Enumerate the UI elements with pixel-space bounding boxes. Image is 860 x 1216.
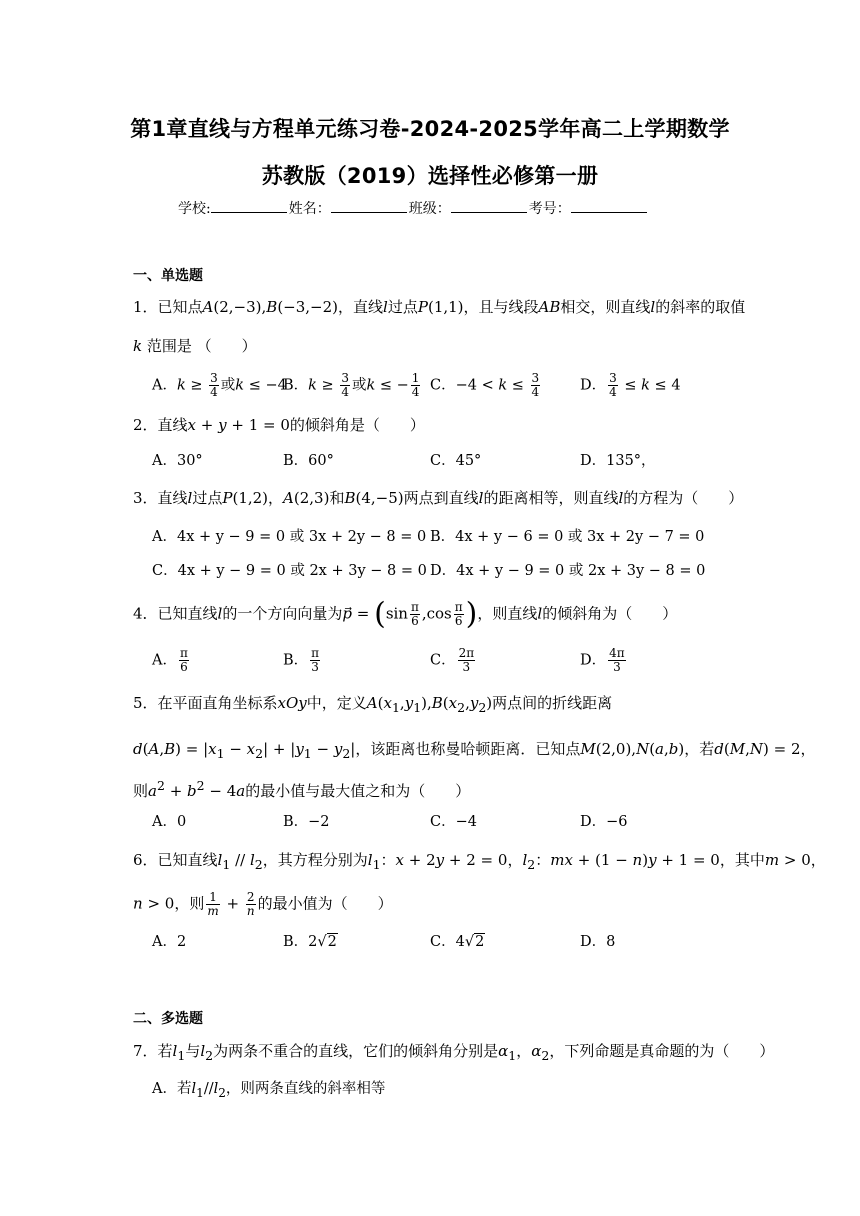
class-field[interactable]: [451, 199, 527, 213]
exam-number-label: 考号：: [528, 201, 571, 217]
question-5-option-a[interactable]: A．0: [152, 814, 187, 830]
question-7-option-a[interactable]: A．若$l_1//l_2$，则两条直线的斜率相等: [152, 1081, 386, 1100]
question-1-option-d[interactable]: D． $\frac{3}{4}$ ≤ k ≤ 4: [580, 371, 681, 399]
class-label: 班级：: [408, 201, 451, 217]
question-2-stem: 2．直线x + y + 1 = 0的倾斜角是（ ）: [133, 416, 425, 434]
page-title: 第1章直线与方程单元练习卷-2024-2025学年高二上学期数学: [130, 117, 730, 141]
question-6-stem-cont: n > 0，则 $\frac{1}{m}$ + $\frac{2}{n}$ 的最小值为（ ）: [133, 890, 393, 918]
question-5-option-c[interactable]: C．−4: [430, 814, 477, 830]
school-label: 学校:: [178, 201, 211, 217]
page-subtitle: 苏教版（2019）选择性必修第一册: [261, 164, 599, 188]
question-3-option-a[interactable]: A．4x + y − 9 = 0 或 3x + 2y − 8 = 0: [152, 529, 427, 545]
question-3-stem: 3．直线l过点P(1,2)，A(2,3)和B(4,−5)两点到直线l的距离相等，则直线l的方程为（ ）: [133, 489, 744, 507]
question-1-option-b[interactable]: B．k ≥ $\frac{3}{4}$ 或k ≤ − $\frac{1}{4}$: [283, 371, 420, 399]
question-4-stem: 4．已知直线l的一个方向向量为p⃗ = (sin $\frac{\pi}{6}$ ,cos $\frac{\pi}{6}$ )，则直线l的倾斜角为（ ）: [133, 596, 678, 632]
question-2-option-c[interactable]: C．45°: [430, 453, 482, 469]
student-info-line: [178, 198, 649, 218]
question-4-option-d[interactable]: D． $\frac{4\pi}{3}$: [580, 646, 625, 674]
question-1-option-c[interactable]: C．−4 < k ≤ $\frac{3}{4}$: [430, 371, 540, 399]
question-4-option-c[interactable]: C． $\frac{2\pi}{3}$: [430, 646, 475, 674]
question-1-stem-cont: k 范围是 （ ）: [133, 337, 257, 355]
question-1-stem: 1．已知点A(2,−3),B(−3,−2)，直线l过点P(1,1)，且与线段AB相交，则直线l的斜率的取值: [133, 298, 746, 316]
question-5-option-d[interactable]: D．−6: [580, 814, 628, 830]
question-3-option-d[interactable]: D．4x + y − 9 = 0 或 2x + 3y − 8 = 0: [430, 563, 706, 579]
section-heading-multiple-choice: 二、多选题: [133, 1011, 203, 1027]
question-6-option-a[interactable]: A．2: [152, 934, 187, 950]
question-1-option-a[interactable]: A．k ≥ $\frac{3}{4}$ 或k ≤ −4: [152, 371, 287, 399]
school-field[interactable]: [211, 199, 287, 213]
name-field[interactable]: [331, 199, 407, 213]
section-heading-single-choice: 一、单选题: [133, 268, 203, 284]
question-2-option-d[interactable]: D．135°，: [580, 453, 656, 469]
question-2-option-a[interactable]: A．30°: [152, 453, 203, 469]
question-5-stem: 5．在平面直角坐标系xOy中，定义$A(x_1,y_1),B(x_2,y_2)$两点间的折线距离: [133, 694, 613, 715]
question-2-option-b[interactable]: B．60°: [283, 453, 334, 469]
exam-number-field[interactable]: [571, 199, 647, 213]
question-4-option-a[interactable]: A． $\frac{\pi}{6}$: [152, 646, 188, 674]
question-7-stem: 7．若$l_1$与$l_2$为两条不重合的直线，它们的倾斜角分别是$\alpha_1$，$\alpha_2$，下列命题是真命题的为（ ）: [133, 1042, 775, 1063]
name-label: 姓名：: [288, 201, 331, 217]
question-6-option-c[interactable]: C．4√2: [430, 934, 485, 950]
question-5-stem-cont: $d(A,B) = |x_1 - x_2| + |y_1 - y_2|$，该距离也称曼哈顿距离．已知点M(2,0),N(a,b)，若d(M,N) = 2，: [133, 740, 816, 761]
question-3-option-c[interactable]: C．4x + y − 9 = 0 或 2x + 3y − 8 = 0: [152, 563, 427, 579]
question-5-option-b[interactable]: B．−2: [283, 814, 330, 830]
question-6-option-d[interactable]: D．8: [580, 934, 616, 950]
question-6-option-b[interactable]: B．2√2: [283, 934, 337, 950]
question-5-stem-cont2: 则$a^2 + b^2 - 4a$的最小值与最大值之和为（ ）: [133, 778, 471, 800]
question-4-option-b[interactable]: B． $\frac{\pi}{3}$: [283, 646, 320, 674]
question-3-option-b[interactable]: B．4x + y − 6 = 0 或 3x + 2y − 7 = 0: [430, 529, 705, 545]
question-6-stem: 6．已知直线$l_1 // l_2$，其方程分别为$l_1$：x + 2y + 2 = 0，$l_2$：mx + (1 − n)y + 1 = 0，其中m > 0，: [133, 851, 826, 872]
